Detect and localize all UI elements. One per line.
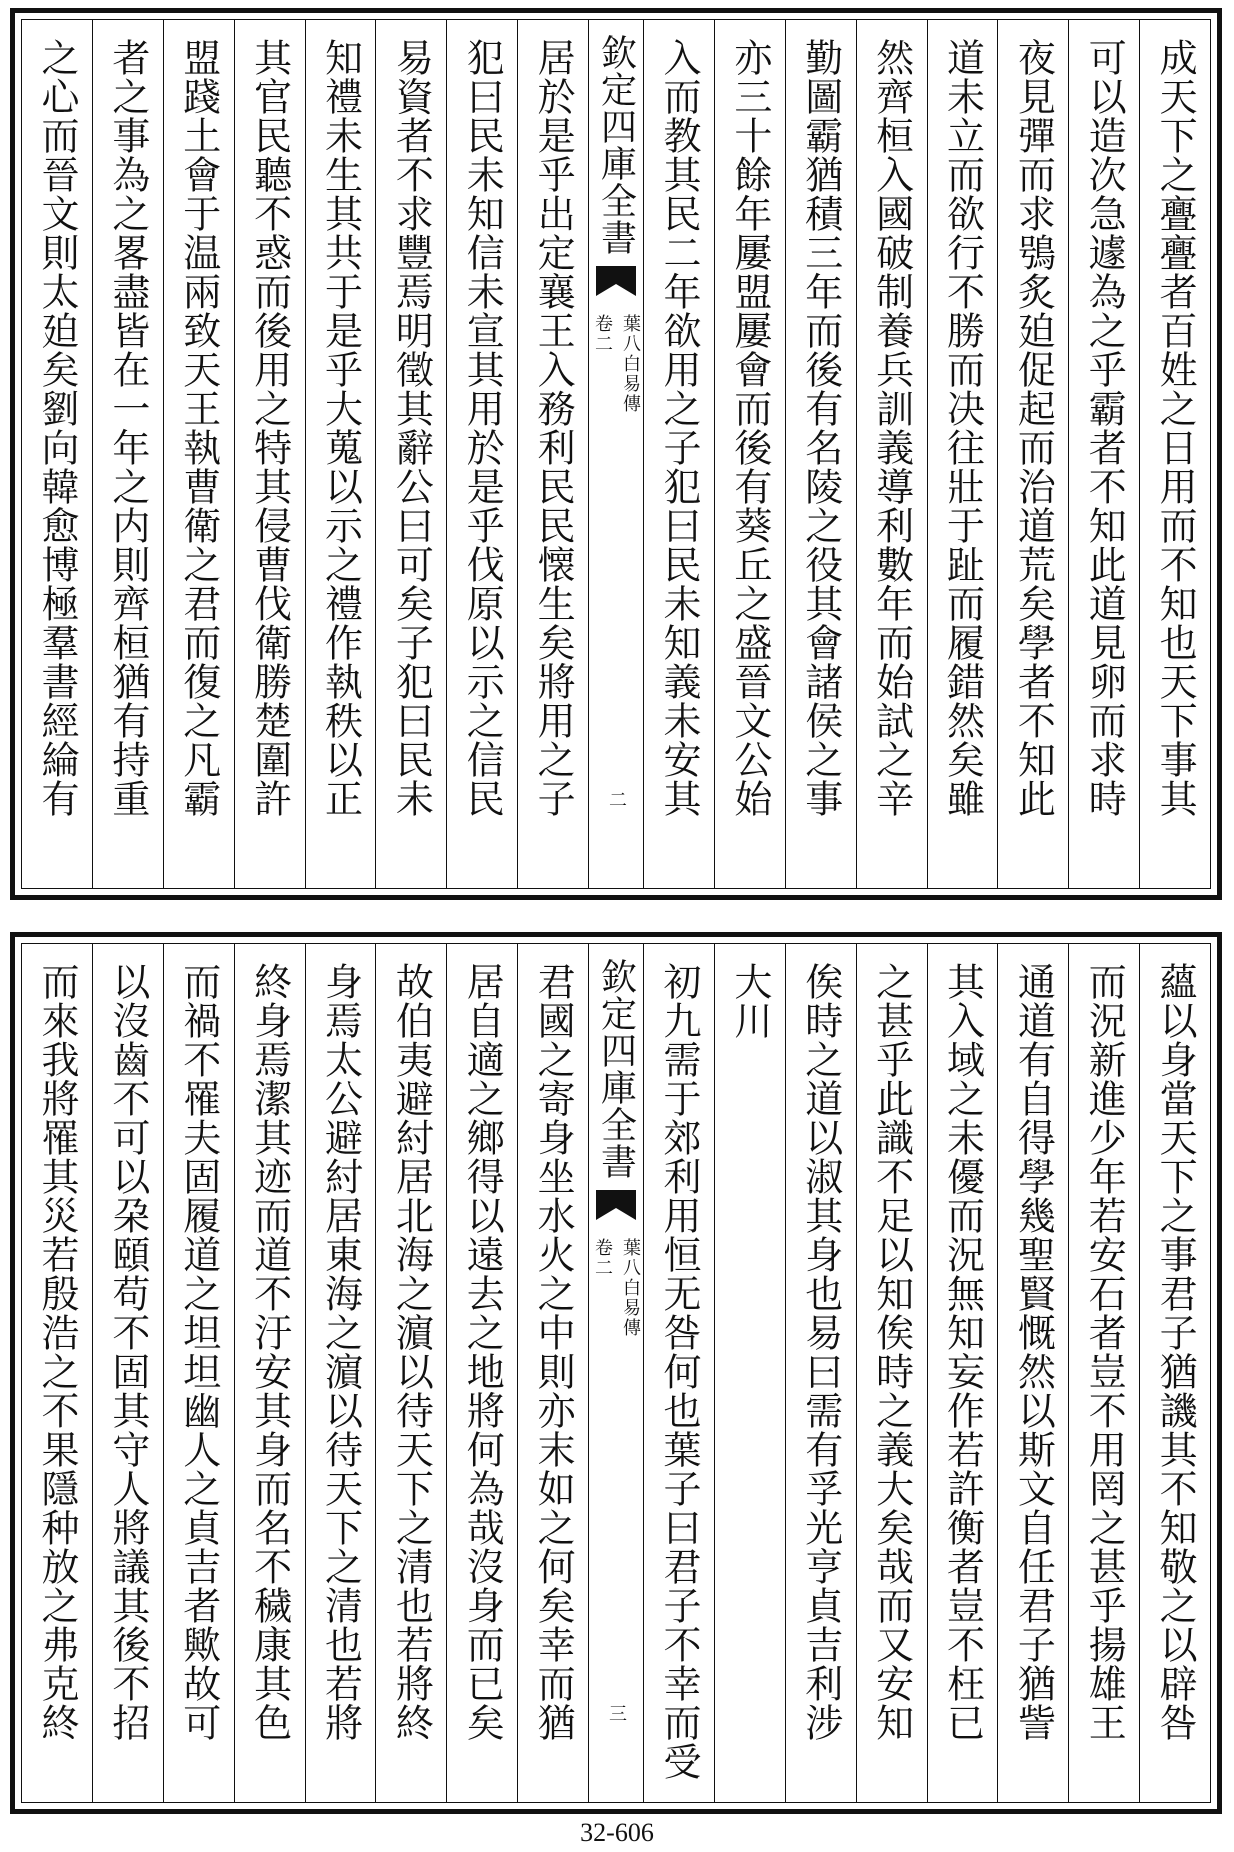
column-text: 而禍不罹夫固履道之坦坦幽人之貞吉者歟故可 [176, 962, 221, 1742]
text-column [163, 20, 234, 888]
column-text: 之甚乎此識不足以知俟時之義大矣哉而又安知 [869, 962, 914, 1742]
text-column [997, 20, 1068, 888]
column-text: 易資者不求豐焉明徵其辭公曰可矣子犯曰民未 [389, 38, 434, 818]
column-text: 身焉太公避紂居東海之濵以待天下之清也若將 [318, 962, 363, 1742]
text-column [927, 944, 998, 1802]
text-column [234, 944, 305, 1802]
column-text: 終身焉潔其迹而道不汙安其身而名不穢康其色 [247, 962, 292, 1742]
text-column [643, 944, 714, 1802]
fishtail-mark-icon [596, 1190, 636, 1230]
text-column [785, 944, 856, 1802]
text-column [234, 20, 305, 888]
top-page-frame [21, 19, 1211, 889]
column-text: 犯曰民未知信未宣其用於是乎伐原以示之信民 [460, 38, 505, 818]
book-title: 葉八白易傳 [620, 1238, 641, 1338]
book-title: 葉八白易傳 [620, 314, 641, 414]
column-text: 知禮未生其共于是乎大蒐以示之禮作執秩以正 [318, 38, 363, 818]
text-column [446, 944, 517, 1802]
book-info [589, 1238, 643, 1338]
volume-label: 卷二 [592, 314, 613, 354]
column-text: 居自適之鄉得以遠去之地將何為哉沒身而已矣 [460, 962, 505, 1742]
text-column [163, 944, 234, 1802]
column-text: 居於是乎出定襄王入務利民民懐生矣將用之子 [531, 38, 576, 818]
bottom-page-frame [21, 943, 1211, 1803]
text-column [785, 20, 856, 888]
text-column [1068, 944, 1139, 1802]
column-text: 其入域之未優而況無知妄作若許衡者豈不枉已 [940, 962, 985, 1742]
column-text: 故伯夷避紂居北海之濵以待天下之清也若將終 [389, 962, 434, 1742]
folio-number: 三 [606, 1704, 627, 1722]
text-column [375, 20, 446, 888]
column-text: 者之事為之畧盡皆在一年之内則齊桓猶有持重 [105, 38, 150, 818]
folio-number: 二 [606, 790, 627, 808]
volume-label: 卷二 [592, 1238, 613, 1278]
collection-title: 欽定四庫全書 [595, 958, 637, 1180]
column-text: 而來我將罹其災若殷浩之不果隱种放之弗克終 [34, 962, 79, 1742]
column-text: 通道有自得學幾聖賢慨然以斯文自任君子猶訾 [1011, 962, 1056, 1742]
text-column [517, 20, 588, 888]
column-text: 勤圖霸猶積三年而後有名陵之役其會諸侯之事 [798, 38, 843, 818]
top-page-spread [10, 8, 1222, 900]
column-text: 可以造次急遽為之乎霸者不知此道見卵而求時 [1082, 38, 1127, 818]
text-column [1139, 944, 1210, 1802]
text-column [1139, 20, 1210, 888]
column-text: 成天下之亹亹者百姓之日用而不知也天下事其 [1153, 38, 1198, 818]
text-column [22, 20, 92, 888]
fishtail-mark-icon [596, 266, 636, 306]
column-text: 蘊以身當天下之事君子猶譏其不知敬之以辟咎 [1153, 962, 1198, 1742]
column-text: 之心而晉文則太廹矣劉向韓愈博極羣書經綸有 [34, 38, 79, 818]
text-column [643, 20, 714, 888]
column-text: 入而教其民二年欲用之子犯曰民未知義未安其 [656, 38, 701, 818]
text-column [714, 944, 785, 1802]
text-column [446, 20, 517, 888]
book-info [589, 314, 643, 414]
text-column [517, 944, 588, 1802]
text-column [305, 20, 376, 888]
column-text: 夜見彈而求鴞炙廹促起而治道荒矣學者不知此 [1011, 38, 1056, 818]
center-fold-column [588, 944, 643, 1802]
text-column [856, 944, 927, 1802]
column-text: 大川 [727, 962, 772, 1040]
column-text: 道未立而欲行不勝而决往壯于趾而履錯然矣雖 [940, 38, 985, 818]
page-number-footer: 32-606 [580, 1818, 654, 1847]
text-column [856, 20, 927, 888]
column-text: 初九需于郊利用恒无咎何也葉子曰君子不幸而受 [656, 962, 701, 1781]
text-column [92, 944, 163, 1802]
text-column [22, 944, 92, 1802]
column-text: 其官民聽不惑而後用之特其侵曹伐衛勝楚圍許 [247, 38, 292, 818]
column-text: 君國之寄身坐水火之中則亦末如之何矣幸而猶 [531, 962, 576, 1742]
text-column [714, 20, 785, 888]
column-text: 亦三十餘年屢盟屢會而後有葵丘之盛晉文公始 [727, 38, 772, 818]
text-column [997, 944, 1068, 1802]
text-column [375, 944, 446, 1802]
column-text: 以沒齒不可以朶頤苟不固其守人將議其後不招 [105, 962, 150, 1742]
column-text: 俟時之道以淑其身也易曰需有孚光亨貞吉利涉 [798, 962, 843, 1742]
column-text: 然齊桓入國破制養兵訓義導利數年而始試之辛 [869, 38, 914, 818]
collection-title: 欽定四庫全書 [595, 34, 637, 256]
center-fold-column [588, 20, 643, 888]
text-column [927, 20, 998, 888]
column-text: 盟踐土會于温兩致天王執曹衛之君而復之凡霸 [176, 38, 221, 818]
text-column [1068, 20, 1139, 888]
column-text: 而況新進少年若安石者豈不用罔之甚乎揚雄王 [1082, 962, 1127, 1742]
text-column [92, 20, 163, 888]
text-column [305, 944, 376, 1802]
bottom-page-spread [10, 932, 1222, 1814]
